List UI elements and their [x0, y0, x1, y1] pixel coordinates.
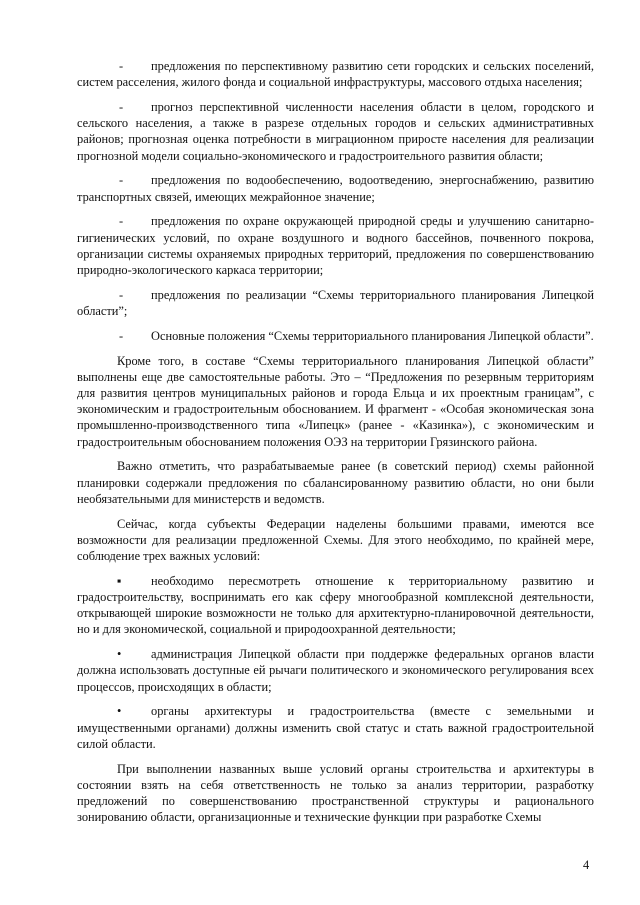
list-marker: - — [119, 328, 124, 343]
list-item-text: предложения по водообеспечению, водоотведению, энергоснабжению, развитию транспортных связей, имеющих межрайонное значение; — [77, 173, 594, 204]
list-item — [77, 172, 594, 204]
document-page — [77, 58, 594, 834]
list-item-text: предложения по реализации “Схемы территориального планирования Липецкой области”; — [77, 287, 594, 319]
list-item — [77, 99, 594, 164]
list-marker: - — [119, 59, 124, 73]
list-marker: • — [117, 704, 122, 719]
body-paragraph: При выполнении названных выше условий органы строительства и архитектуры в состоянии взять на себя ответственность не только за анализ территории, разработку предложений по совершенствованию пространственной структуры и рационального зонированию области, организационные и технические функции при разработке Схемы — [77, 761, 594, 825]
list-marker: ▪ — [117, 573, 122, 588]
body-paragraph: Сейчас, когда субъекты Федерации наделены большими правами, имеются все возможности для реализации предложенной Схемы. Для этого необходимо, по крайней мере, соблюдение трех важных условий: — [77, 516, 594, 564]
page-number: 4 — [583, 858, 590, 872]
list-item — [77, 328, 594, 344]
list-marker: - — [119, 214, 124, 229]
list-item-text: предложения по перспективному развитию сети городских и сельских поселений, систем расселения, жилого фонда и социальной инфраструктуры, массового отдыха населения; — [77, 59, 594, 90]
list-item-text: администрация Липецкой области при поддержке федеральных органов власти должна использовать доступные ей рычаги политического и экономического регулирования всех процессов, происходящих в области; — [77, 647, 594, 694]
body-paragraph: Важно отметить, что разрабатываемые ранее (в советский период) схемы районной планировки содержали предложения по сбалансированному развитию области, но они были необязательными для министерств и ведомств. — [77, 459, 594, 506]
list-item — [77, 287, 594, 319]
list-item — [77, 58, 594, 90]
list-item-text: необходимо пересмотреть отношение к территориальному развитию и градостроительству, воспринимать его как сферу многообразной комплексной деятельности, открывающей широкие возможности не только для архитектурно-планировочной деятельности, но и для экономической, социальной и природоохранной деятельности; — [77, 573, 594, 637]
list-marker: - — [119, 100, 124, 114]
list-item — [77, 703, 594, 752]
list-marker: - — [119, 173, 124, 188]
list-item-text: Основные положения “Схемы территориального планирования Липецкой области”. — [151, 328, 594, 343]
body-paragraph: Кроме того, в составе “Схемы территориального планирования Липецкой области” выполнены еще две самостоятельные работы. Это – “Предложения по резервным территориям для развития центров муниципальных районов и города Ельца и их проектным границам”, с экономическим и градостроительным обоснованием. И фрагмент - «Особая экономическая зона промышленно-производственного типа «Липецк» (ранее - «Казинка»), с экономическим и градостроительным обоснованием положения ОЭЗ на территории Грязинского района. — [77, 353, 594, 449]
list-item — [77, 646, 594, 695]
list-marker: • — [117, 647, 122, 662]
list-item-text: органы архитектуры и градостроительства (вместе с земельными и имущественными органами) должны изменить свой статус и стать важной градостроительной силой области. — [77, 704, 594, 751]
list-marker: - — [119, 287, 124, 302]
list-item — [77, 213, 594, 278]
list-item-text: прогноз перспективной численности населения области в целом, городского и сельского населения, а также в разрезе отдельных городов и сельских административных районов; прогнозная оценка потребности в миграционном приросте населения для реализации прогнозной модели социально-экономического и градостроительного развития области; — [77, 100, 594, 163]
list-item-text: предложения по охране окружающей природной среды и улучшению санитарно-гигиенических условий, по охране воздушного и водного бассейнов, почвенного покрова, организации системы охраняемых природных территорий, предложения по совершенствованию природно-экологического каркаса территории; — [77, 214, 594, 278]
list-item — [77, 573, 594, 638]
